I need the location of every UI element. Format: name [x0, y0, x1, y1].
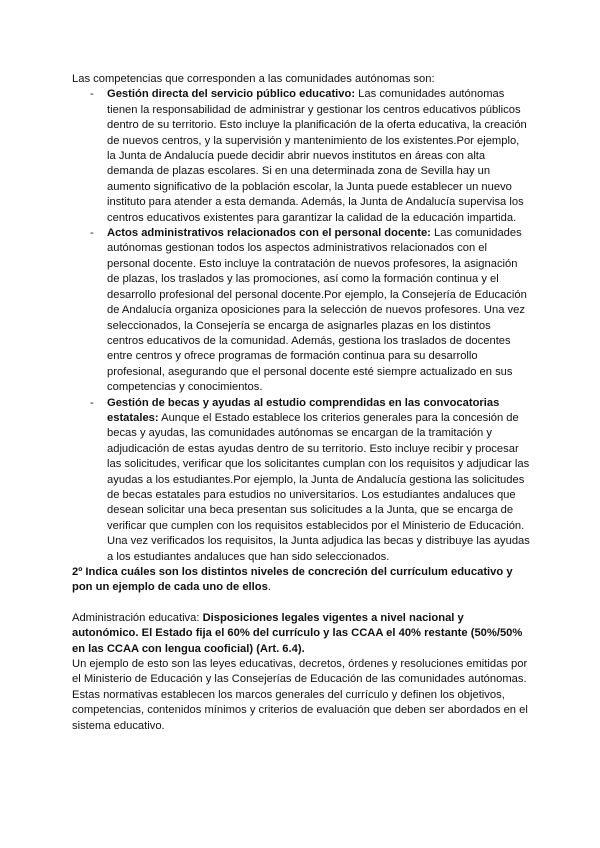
list-item [72, 87, 530, 226]
competencies-list [72, 87, 530, 565]
section-colon: : [196, 611, 200, 624]
bullet-dash: - [90, 227, 94, 240]
list-item-title: Gestión de becas y ayudas al estudio comprendidas en las convocatorias estatales: [107, 396, 500, 424]
list-item-title: Actos administrativos relacionados con el personal docente: [107, 227, 431, 240]
section-body: Un ejemplo de esto son las leyes educativas, decretos, órdenes y resoluciones emitidas por el Ministerio de Educación y las Consejerías de Educación de las comunidades autónomas. Estas normativas establecen los marcos generales del currículo y definen los objetivos, competencias, contenidos mínimos y criterios de evaluación que deben ser abordados en el sistema educativo. [72, 658, 528, 732]
intro-paragraph: Las competencias que corresponden a las comunidades autónomas son: [72, 73, 435, 85]
list-item [72, 226, 530, 395]
list-item-title: Gestión directa del servicio público educativo: [107, 88, 356, 101]
question-heading: 2º Indica cuáles son los distintos niveles de concreción del currículum educativo y pon un ejemplo de cada uno de ellos. [72, 566, 513, 594]
bullet-dash: - [90, 396, 94, 409]
bullet-dash: - [90, 88, 94, 101]
section-label: Administración educativa [72, 611, 197, 624]
list-item-text: Las comunidades autónomas gestionan todos los aspectos administrativos relacionados con el personal docente. Esto incluye la contratación de nuevos profesores, la asignación de plazas, los traslados y las promociones, así como la formación continua y el desarrollo profesional del personal docente.Por ejemplo, la Consejería de Educación de Andalucía organiza oposiciones para la selección de nuevos profesores. Una vez seleccionados, la Consejería se encarga de asignarles plazas en los distintos centros educativos de la comunidad. Además, gestiona los traslados de docentes entre centros y ofrece programas de formación continua para su desarrollo profesional, asegurando que el personal docente esté siempre actualizado en sus competencias y conocimientos. [107, 227, 527, 394]
section-heading [72, 611, 530, 657]
list-item-text: Las comunidades autónomas tienen la responsabilidad de administrar y gestionar los centros educativos públicos dentro de su territorio. Esto incluye la planificación de la oferta educativa, la creación de nuevos centros, y la supervisión y mantenimiento de los existentes.Por ejemplo, la Junta de Andalucía puede decidir abrir nuevos institutos en áreas con alta demanda de plazas escolares. Si en una determinada zona de Sevilla hay un aumento significativo de la población escolar, la Junta puede establecer un nuevo instituto para atender a esta demanda. Además, la Junta de Andalucía supervisa los centros educativos existentes para garantizar la calidad de la educación impartida. [107, 88, 527, 224]
list-item [72, 396, 530, 565]
list-item-text: Aunque el Estado establece los criterios generales para la concesión de becas y ayudas, las comunidades autónomas se encargan de la tramitación y adjudicación de estas ayudas dentro de su territorio. Esto incluye recibir y procesar las solicitudes, verificar que los solicitantes cumplan con los requisitos y adjudicar las ayudas a los estudiantes.Por ejemplo, la Junta de Andalucía gestiona las solicitudes de becas estatales para estudios no universitarios. Los estudiantes andaluces que desean solicitar una beca presentan sus solicitudes a la Junta, que se encarga de verificar que cumplen con los requisitos establecidos por el Ministerio de Educación. Una vez verificados los requisitos, la Junta adjudica las becas y distribuye las ayudas a los estudiantes andaluces que han sido seleccionados. [107, 411, 530, 563]
spacer [72, 596, 530, 611]
section-heading-text: Disposiciones legales vigentes a nivel nacional y autonómico. El Estado fija el 60% del currículo y las CCAA el 40% restante (50%/50% en las CCAA con lengua cooficial) (Art. 6.4). [72, 611, 523, 655]
